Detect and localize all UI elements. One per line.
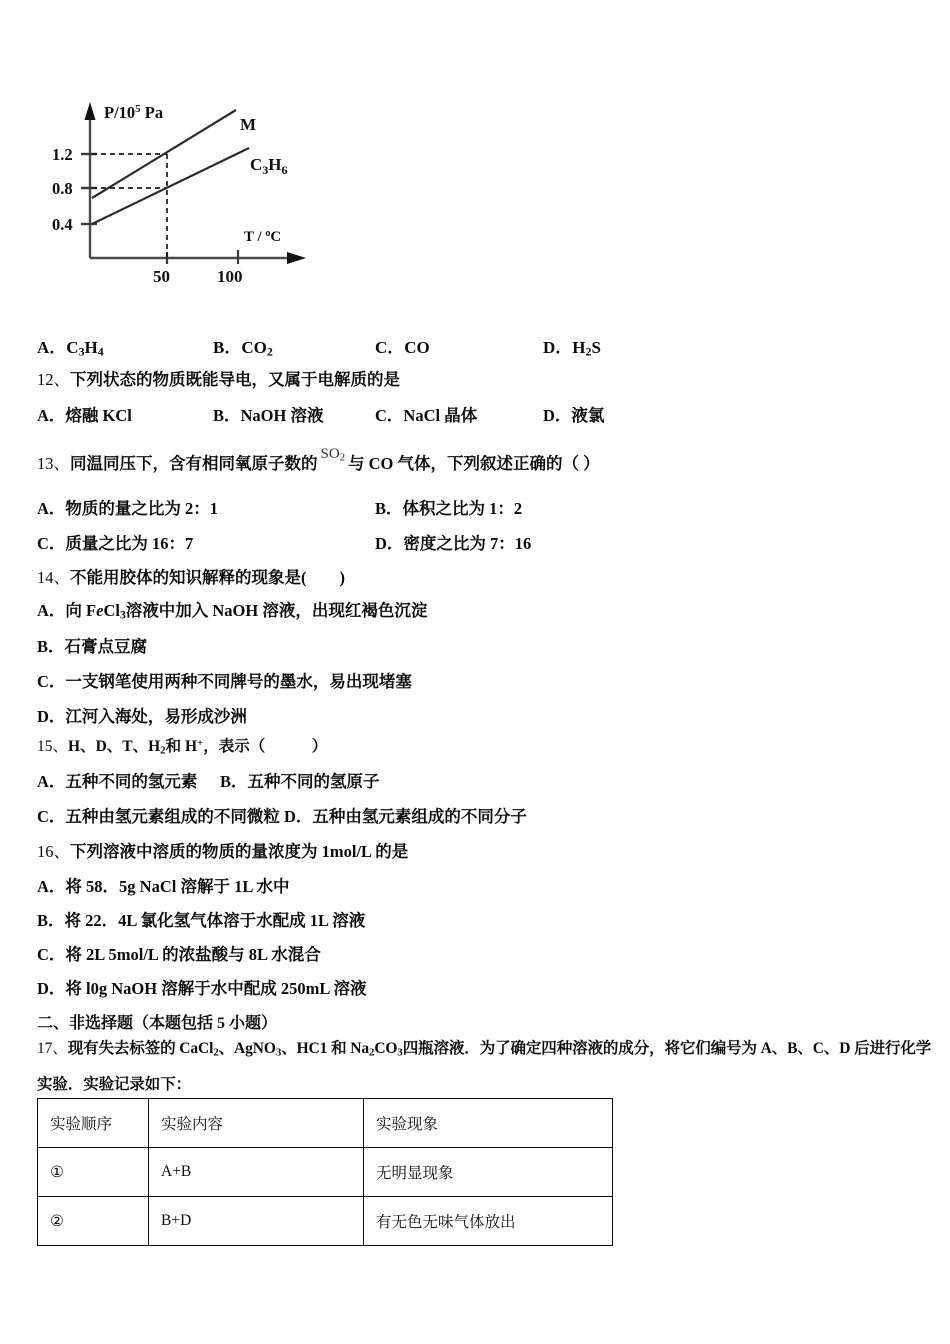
table-header-content: 实验内容	[149, 1099, 364, 1148]
q11-option-d-label: D．	[543, 338, 573, 357]
x-axis-arrowhead	[287, 252, 306, 264]
table-cell-order: ①	[38, 1148, 149, 1197]
q16-option-b[interactable]	[37, 907, 365, 931]
q14-option-d-label: D．	[37, 707, 66, 726]
section-two-heading: 二、非选择题（本题包括 5 小题）	[37, 1015, 278, 1032]
q11-option-a[interactable]	[37, 333, 104, 360]
q11-option-c-label: C．	[375, 338, 405, 357]
q14-option-c[interactable]	[37, 668, 412, 692]
table-header-order: 实验顺序	[38, 1099, 149, 1148]
q13-stem-part2: 与 CO 气体，下列叙述正确的（ ）	[347, 454, 600, 473]
table-cell-order: ②	[38, 1197, 149, 1246]
q14-option-b-row	[37, 633, 917, 659]
q17-line-1	[37, 1036, 931, 1058]
x-tick-label-2: 100	[217, 267, 243, 286]
x-tick-label-1: 50	[153, 267, 170, 286]
q14-option-d-row	[37, 703, 917, 729]
q14-stem-text: 不能用胶体的知识解释的现象是( )	[70, 568, 345, 587]
q15-option-a[interactable]	[37, 768, 197, 792]
q16-stem-text: 下列溶液中溶质的物质的量浓度为 1mol/L 的是	[70, 842, 409, 861]
q11-option-d[interactable]	[543, 333, 601, 360]
table-row	[38, 1197, 613, 1246]
q12-stem-text: 下列状态的物质既能导电，又属于电解质的是	[70, 370, 400, 389]
q16-option-d[interactable]	[37, 975, 367, 999]
q11-option-a-label: A．	[37, 338, 67, 357]
q14-option-c-row	[37, 668, 917, 694]
q14-option-c-label: C．	[37, 672, 66, 691]
y-tick-label-2: 0.8	[52, 179, 73, 198]
q15-option-d-text: 五种由氢元素组成的不同分子	[312, 807, 527, 826]
q15-options-row-2	[37, 803, 917, 829]
q14-option-b-label: B．	[37, 637, 65, 656]
q12-stem	[37, 366, 400, 390]
q11-option-c[interactable]	[375, 333, 430, 358]
curve-C3H6	[92, 148, 249, 224]
q16-option-c-text: 将 2L 5mol/L 的浓盐酸与 8L 水混合	[65, 945, 321, 964]
q17-number: 17、	[37, 1040, 68, 1057]
table-header-row	[38, 1099, 613, 1148]
table-cell-content: B+D	[149, 1197, 364, 1246]
table-row	[38, 1148, 613, 1197]
q11-option-b-text: $CO_2$	[241, 338, 273, 359]
q16-option-c[interactable]	[37, 941, 321, 965]
q13-option-d[interactable]	[375, 530, 531, 554]
q12-option-d-text: 液氯	[571, 406, 605, 425]
q13-option-b-label: B．	[375, 499, 403, 518]
q15-option-b-label: B．	[220, 772, 248, 791]
q16-option-d-text: 将 l0g NaOH 溶解于水中配成 250mL 溶液	[65, 979, 367, 998]
q15-option-d[interactable]	[284, 803, 527, 827]
y-axis-title: $P/10^5$ Pa	[104, 103, 164, 122]
q12-option-b-text: NaOH 溶液	[240, 406, 324, 425]
q17-line1-text: 现有失去标签的 CaCl$_2$、AgNO$_3$、HC1 和 $Na_2CO_3$四瓶溶液．为了确定四种溶液的成分，将它们编号为 A、B、C、D 后进行化学	[67, 1040, 932, 1059]
q15-number: 15、	[37, 738, 69, 755]
q15-option-c[interactable]	[37, 803, 280, 827]
q13-option-a-text: 物质的量之比为 2：1	[65, 499, 219, 518]
q11-options-row	[37, 333, 917, 359]
q12-option-b-label: B．	[213, 406, 241, 425]
q15-option-b[interactable]	[220, 768, 380, 792]
q12-option-d-label: D．	[543, 406, 572, 425]
y-tick-label-3: 0.4	[52, 215, 73, 234]
q16-option-c-row	[37, 941, 917, 967]
q15-option-c-label: C．	[37, 807, 66, 826]
q12-option-d[interactable]	[543, 402, 604, 426]
q14-option-a[interactable]	[37, 597, 427, 622]
q12-option-a-label: A．	[37, 406, 66, 425]
q12-option-b[interactable]	[213, 402, 323, 426]
q14-number: 14、	[37, 568, 70, 587]
q17-line2-text: 实验．实验记录如下：	[37, 1076, 192, 1093]
q13-number: 13、	[37, 454, 70, 473]
q13-options-row-2	[37, 530, 917, 556]
q12-options-row	[37, 402, 917, 428]
q13-option-c-label: C．	[37, 534, 66, 553]
q11-option-b-label: B．	[213, 338, 242, 357]
experiment-record-table	[37, 1098, 613, 1246]
q14-option-a-label: A．	[37, 601, 66, 620]
q16-option-c-label: C．	[37, 945, 66, 964]
q11-option-a-text: $C_3H_4$	[66, 338, 104, 359]
q11-option-b[interactable]	[213, 333, 273, 360]
q14-option-d-text: 江河入海处，易形成沙洲	[65, 707, 247, 726]
q16-option-b-row	[37, 907, 917, 933]
q11-option-d-text: $H_2S$	[572, 338, 601, 359]
q16-option-a-label: A．	[37, 877, 66, 896]
q16-option-a-text: 将 58．5g NaCl 溶解于 1L 水中	[65, 877, 290, 896]
q13-option-b-text: 体积之比为 1：2	[402, 499, 523, 518]
table-cell-phenomenon: 无明显现象	[364, 1148, 613, 1197]
q15-stem-text: H、D、T、$H_2$和 H+，表示（ ）	[68, 737, 328, 757]
q14-option-b[interactable]	[37, 633, 147, 657]
q13-raised-so2: $SO_2$	[320, 446, 345, 464]
q16-number: 16、	[37, 842, 70, 861]
q15-option-a-label: A．	[37, 772, 66, 791]
q16-option-b-label: B．	[37, 911, 65, 930]
q13-option-d-label: D．	[375, 534, 404, 553]
q14-option-d[interactable]	[37, 703, 247, 727]
q13-option-c[interactable]	[37, 530, 193, 554]
curve-label-M: M	[240, 115, 257, 134]
q16-option-b-text: 将 22．4L 氯化氢气体溶于水配成 1L 溶液	[64, 911, 366, 930]
q12-option-a-text: 熔融 KCl	[65, 406, 132, 425]
q13-option-b[interactable]	[375, 495, 522, 519]
q13-options-row-1	[37, 495, 917, 521]
q16-option-a-row	[37, 873, 917, 899]
pressure-temperature-chart	[44, 86, 374, 301]
q13-option-c-text: 质量之比为 16：7	[65, 534, 194, 553]
y-axis-arrowhead	[85, 102, 96, 120]
q16-stem	[37, 838, 408, 862]
q13-stem-part1: 同温同压下，含有相同氧原子数的	[70, 454, 318, 473]
q15-stem	[37, 734, 327, 756]
q13-option-a-label: A．	[37, 499, 66, 518]
q14-option-a-row	[37, 597, 917, 623]
y-tick-label-1: 1.2	[52, 145, 73, 164]
q13-stem	[37, 446, 600, 474]
q14-option-b-text: 石膏点豆腐	[64, 637, 148, 656]
q15-option-b-text: 五种不同的氢原子	[247, 772, 380, 791]
q12-number: 12、	[37, 370, 70, 389]
q12-option-c-text: NaCl 晶体	[403, 406, 478, 425]
q14-stem	[37, 564, 345, 588]
table-header-phenomenon: 实验现象	[364, 1099, 613, 1148]
q17-line-2	[37, 1072, 191, 1094]
q14-option-a-text: 向 FeCl$_3$溶液中加入 NaOH 溶液，出现红褐色沉淀	[65, 601, 428, 622]
curve-label-C3H6: $C_3H_6$	[250, 155, 288, 177]
table-cell-content: A+B	[149, 1148, 364, 1197]
q13-option-d-text: 密度之比为 7：16	[403, 534, 532, 553]
q16-option-d-row	[37, 975, 917, 1001]
q16-option-d-label: D．	[37, 979, 66, 998]
q13-option-a[interactable]	[37, 495, 218, 519]
table-cell-phenomenon: 有无色无味气体放出	[364, 1197, 613, 1246]
q12-option-c[interactable]	[375, 402, 477, 426]
q11-option-c-text: CO	[404, 338, 430, 357]
x-axis-title: T / $^o$C	[244, 228, 282, 245]
q15-option-c-text: 五种由氢元素组成的不同微粒	[65, 807, 280, 826]
q15-option-a-text: 五种不同的氢元素	[65, 772, 198, 791]
q15-option-d-label: D．	[284, 807, 313, 826]
q15-options-row-1	[37, 768, 917, 794]
q12-option-a[interactable]	[37, 402, 132, 426]
q12-option-c-label: C．	[375, 406, 404, 425]
q16-option-a[interactable]	[37, 873, 290, 897]
q14-option-c-text: 一支钢笔使用两种不同牌号的墨水，易出现堵塞	[65, 672, 412, 691]
